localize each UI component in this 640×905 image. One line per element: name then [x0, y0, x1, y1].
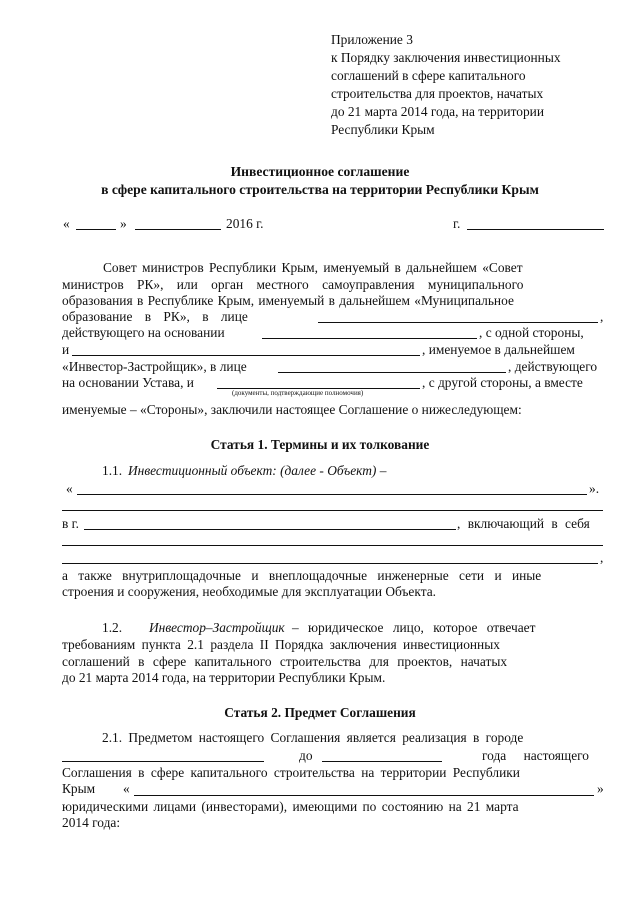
clause-1-1-text: Инвестиционный объект: (далее - Объект) –: [128, 463, 387, 478]
date-open-quote: «: [63, 216, 70, 231]
clause-1-2-number: 1.2.: [102, 620, 123, 635]
document-title: Инвестиционное соглашение: [230, 164, 410, 179]
basis-blank: [262, 338, 477, 339]
object-open-quote: «: [66, 481, 73, 496]
clause-1-2-line-1: – юридическое лицо, которое отвечает: [292, 620, 536, 635]
clause-1-2-line-3: соглашений в сфере капитального строительства для проектов, начатых: [62, 654, 508, 669]
annex-block: [331, 31, 561, 139]
object-close-quote: ».: [589, 481, 600, 496]
clause-2-1-line-2-end: года настоящего: [482, 748, 590, 763]
object-composition-blank-1: [62, 545, 603, 546]
preamble-line-2: министров РК», или орган местного самоуправления муниципального: [62, 277, 524, 292]
city-prefix: г.: [453, 216, 461, 231]
annex-line-6: Республики Крым: [331, 122, 435, 137]
preamble-line-4-end: ,: [600, 309, 604, 324]
clause-1-2-term: Инвестор–Застройщик: [149, 620, 285, 635]
object-tail-line-2: строения и сооружения, необходимые для эксплуатации Объекта.: [62, 584, 437, 599]
object-composition-blank-2: [62, 563, 598, 564]
object-tail-line-1: а также внутриплощадочные и внеплощадочные инженерные сети и иные: [62, 568, 542, 583]
day-blank: [76, 229, 116, 230]
deadline-blank: [322, 761, 442, 762]
clause-2-1-line-3: Соглашения в сфере капитального строительства на территории Республики: [62, 765, 520, 780]
annex-line-5: до 21 марта 2014 года, на территории: [331, 104, 545, 119]
article-2-heading: Статья 2. Предмет Соглашения: [224, 705, 416, 720]
clause-2-1-until: до: [299, 748, 313, 763]
month-blank: [135, 229, 221, 230]
article-1-heading: Статья 1. Термины и их толкование: [210, 437, 430, 452]
preamble-line-7: «Инвестор-Застройщик», в лице: [62, 359, 247, 374]
preamble-line-8: на основании Устава, и: [62, 375, 194, 390]
including-label: , включающий в себя: [457, 516, 590, 531]
annex-line-1: Приложение 3: [331, 32, 413, 47]
representative-blank: [318, 322, 598, 323]
document-subtitle: в сфере капитального строительства на территории Республики Крым: [101, 182, 539, 197]
date-year: 2016 г.: [226, 216, 264, 231]
authority-docs-note: (документы, подтверждающие полномочия): [232, 389, 364, 397]
object-city-blank: [84, 529, 456, 530]
preamble-line-1: Совет министров Республики Крым, именуемый в дальнейшем «Совет: [103, 260, 523, 275]
clause-1-1-number: 1.1.: [102, 463, 123, 478]
preamble-line-3: образования в Республике Крым, именуемый в дальнейшем «Муниципальное: [62, 293, 514, 308]
project-close-quote: »: [597, 781, 604, 796]
city-name-blank: [62, 761, 264, 762]
preamble-line-6: и: [62, 342, 70, 357]
annex-line-4: строительства для проектов, начатых: [331, 86, 544, 101]
composition-comma: ,: [600, 550, 604, 565]
clause-2-1-line-1: 2.1. Предметом настоящего Соглашения является реализация в городе: [102, 730, 524, 745]
preamble-line-7-end: , действующего: [508, 359, 598, 374]
annex-line-3: соглашений в сфере капитального: [331, 68, 526, 83]
date-close-quote: »: [120, 216, 127, 231]
in-city-label: в г.: [62, 516, 79, 531]
clause-2-1-line-5: юридическими лицами (инвесторами), имеющими по состоянию на 21 марта: [62, 799, 519, 814]
annex-line-2: к Порядку заключения инвестиционных: [331, 50, 561, 65]
clause-2-1-line-6: 2014 года:: [62, 815, 121, 830]
investor-name-blank: [72, 355, 420, 356]
object-name-blank: [77, 494, 587, 495]
preamble-line-5-end: , с одной стороны,: [479, 325, 584, 340]
clause-1-2-line-2: требованиям пункта 2.1 раздела II Порядка заключения инвестиционных: [62, 637, 500, 652]
project-open-quote: «: [123, 781, 130, 796]
city-blank: [467, 229, 604, 230]
object-address-blank-1: [62, 510, 603, 511]
clause-1-2-line-4: до 21 марта 2014 года, на территории Республики Крым.: [62, 670, 386, 685]
clause-2-1-crimea: Крым: [62, 781, 96, 796]
preamble-line-9: именуемые – «Стороны», заключили настоящее Соглашение о нижеследующем:: [62, 402, 522, 417]
investor-representative-blank: [278, 372, 506, 373]
project-name-blank: [134, 795, 594, 796]
preamble-line-4: образование в РК», в лице: [62, 309, 248, 324]
preamble-line-5: действующего на основании: [62, 325, 225, 340]
preamble-line-6-end: , именуемое в дальнейшем: [422, 342, 575, 357]
preamble-line-8-end: , с другой стороны, а вместе: [422, 375, 583, 390]
